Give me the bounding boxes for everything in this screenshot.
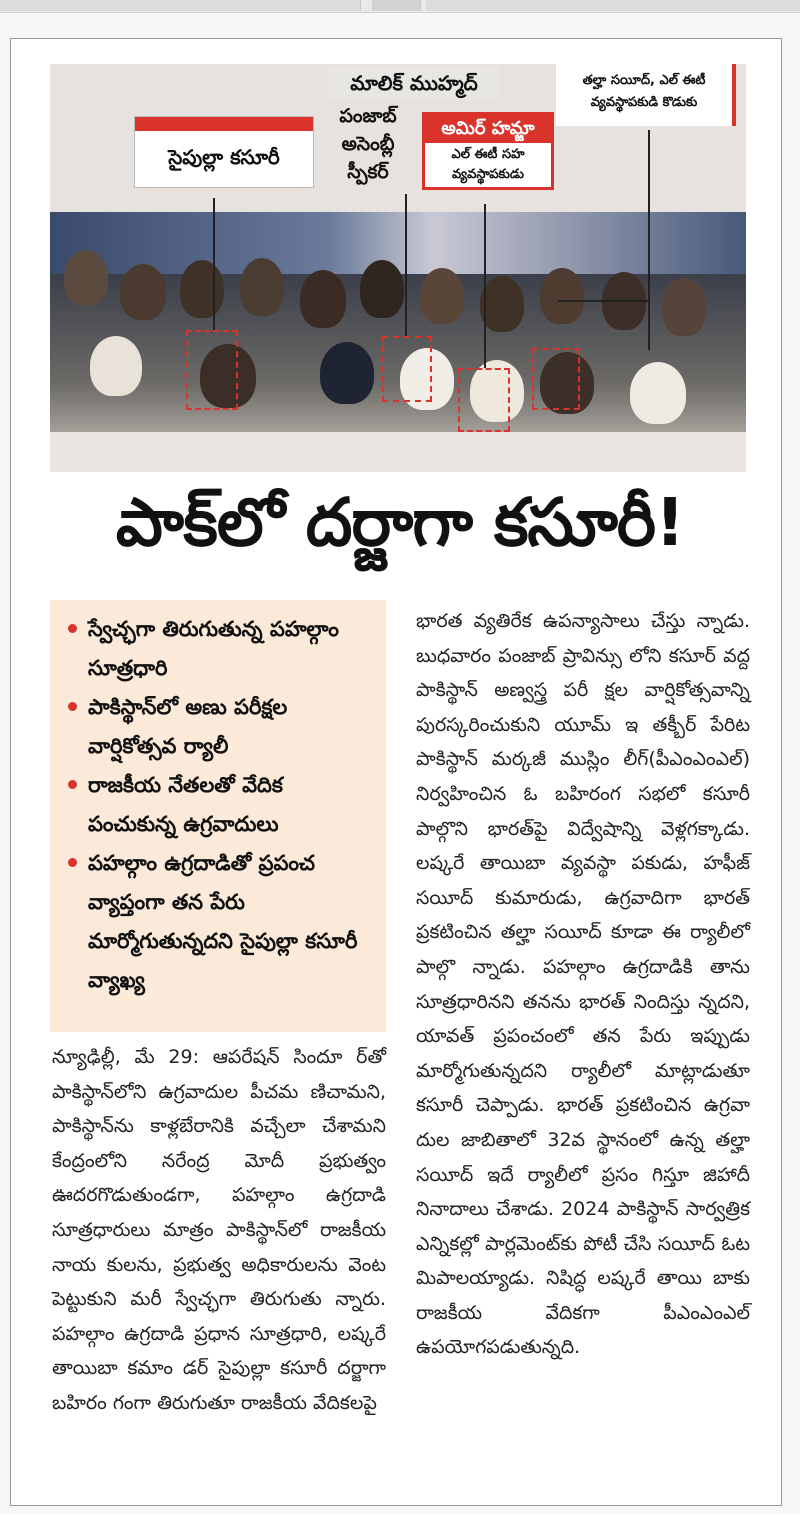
person — [420, 268, 464, 324]
callout-saifullah — [134, 116, 314, 188]
browser-top-strip — [0, 0, 800, 13]
face-highlight-hamza — [458, 368, 510, 432]
bullet-dot — [68, 780, 77, 789]
highlight-text: స్వేచ్ఛగా తిరుగుతున్న పహల్గాం సూత్రధారి — [88, 617, 339, 680]
stage-table — [50, 432, 746, 472]
highlight-item — [68, 766, 378, 844]
news-photo — [50, 64, 746, 472]
person — [120, 264, 166, 320]
highlight-text: రాజకీయ నేతలతో వేదిక పంచుకున్న ఉగ్రవాదులు — [88, 773, 283, 836]
person — [480, 276, 524, 332]
person — [64, 250, 108, 306]
highlights-box — [50, 600, 386, 1032]
tab[interactable] — [426, 0, 800, 11]
person — [630, 362, 686, 424]
person — [180, 260, 224, 318]
highlight-item — [68, 610, 378, 688]
callout-hamza-name: అమిర్ హమ్జా — [425, 115, 551, 143]
callout-hamza-role: ఎల్ ఈటీ సహ వ్యవస్థాపకుడు — [451, 147, 525, 182]
bullet-dot — [68, 858, 77, 867]
article-text: భారత వ్యతిరేక ఉపన్యాసాలు చేస్తు న్నాడు. బుధవారం పంజాబ్ ప్రావిన్సు లోని కసూర్ వద్ద పాకిస్థాన్ అణ్వస్త్ర పరీ క్షల వార్షికోత్సవాన్ని పురస్కరించుకుని యూమ్ ఇ తక్బీర్ పేరిట పాకిస్థాన్ మర్కజీ ముస్లిం లీగ్(పీఎంఎంఎల్) నిర్వహించిన ఓ బహిరంగ సభలో కసూరీ పాల్గొని భారత్‌పై విద్వేషాన్ని వెళ్లగక్కాడు. లష్కరే తాయిబా వ్యవస్థా పకుడు, హఫీజ్ సయీద్ కుమారుడు, ఉగ్రవాదిగా భారత్ ప్రకటించిన తల్హా సయీద్ కూడా ఈ ర్యాలీలో పాల్గొ న్నాడు. పహల్గాం ఉగ్రదాడికి తాను సూత్రధారినని తనను భారత్ నిందిస్తు న్నదని, యావత్ ప్రపంచంలో తన పేరు ఇప్పుడు మార్మోగుతున్నదని ర్యాలీలో మాట్లాడుతూ కసూరీ చెప్పాడు. భారత్ ప్రకటించిన ఉగ్రవా దుల జాబితాలో 32వ స్థానంలో ఉన్న తల్హా సయీద్ ఇదే ర్యాలీలో ప్రసం గిస్తూ జిహాదీ నినాదాలు చేశాడు. 2024 పాకిస్థాన్ సార్వత్రిక ఎన్నికల్లో పార్లమెంట్‌కు పోటీ చేసి సయీద్ ఓట మిపాలయ్యాడు. నిషిద్ధ లష్కరే తాయి బాకు రాజకీయ వేదికగా పీఎంఎంఎల్ ఉపయోగపడుతున్నది. — [416, 610, 750, 1359]
article-column-left — [52, 1040, 386, 1480]
face-highlight-saifullah — [186, 330, 238, 410]
person — [320, 342, 374, 404]
person — [300, 270, 346, 328]
bullet-dot — [68, 624, 77, 633]
callout-malik-text: మాలిక్ ముహ్మద్ — [350, 71, 478, 95]
tab[interactable] — [0, 0, 361, 11]
highlight-item — [68, 844, 378, 1000]
face-highlight-talha — [532, 348, 580, 410]
person — [240, 258, 284, 316]
callout-leader — [405, 194, 407, 336]
person — [662, 278, 706, 336]
callout-hamza — [422, 112, 554, 190]
person — [360, 260, 404, 318]
callout-leader — [648, 130, 650, 350]
bullet-dot — [68, 702, 77, 711]
highlight-text: పాకిస్థాన్‌లో అణు పరీక్షల వార్షికోత్సవ ర్యాలీ — [88, 695, 288, 758]
callout-leader — [484, 204, 486, 368]
callout-leader — [213, 198, 215, 330]
headline: పాక్‌లో దర్జాగా కసూరీ! — [115, 484, 685, 561]
callout-talha: తల్హా సయీద్, ఎల్ ఈటీ వ్యవస్థాపకుడి కొడుకు — [556, 64, 736, 126]
callout-saifullah-text: సైపుల్లా కసూరీ — [168, 145, 280, 169]
callout-speaker: పంజాబ్ అసెంబ్లీ స్పీకర్ — [339, 105, 397, 183]
person — [90, 336, 142, 396]
callout-leader — [558, 300, 650, 302]
callout-malik — [328, 66, 500, 100]
highlight-item — [68, 688, 378, 766]
tab[interactable] — [372, 0, 421, 11]
highlight-text: పహల్గాం ఉగ్రదాడితో ప్రపంచ వ్యాప్తంగా తన పేరు మార్మోగుతున్నదని సైపుల్లా కసూరీ వ్యాఖ్య — [88, 851, 358, 992]
face-highlight-malik — [382, 336, 432, 402]
person — [540, 268, 584, 324]
callout-red-band — [135, 117, 313, 131]
article-text: న్యూఢిల్లీ, మే 29: ఆపరేషన్ సిందూ ర్‌తో పాకిస్థాన్‌లోని ఉగ్రవాదుల పీచమ ణిచామని, పాకిస్థాన్‌ను కాళ్లబేరానికి వచ్చేలా చేశామని కేంద్రంలోని నరేంద్ర మోదీ ప్రభుత్వం ఊదరగొడుతుండగా, పహల్గాం ఉగ్రదాడి సూత్రధారులు మాత్రం పాకిస్థాన్‌లో రాజకీయ నాయ కులను, ప్రభుత్వ అధికారులను వెంట పెట్టుకుని మరీ స్వేచ్ఛగా తిరుగుతు న్నారు. పహల్గాం ఉగ్రదాడి ప్రధాన సూత్రధారి, లష్కరే తాయిబా కమాం డర్ సైపుల్లా కసూరీ దర్జాగా బహిరం గంగా తిరుగుతూ రాజకీయ వేదికలపై — [52, 1046, 386, 1414]
article-column-right — [416, 604, 750, 1480]
